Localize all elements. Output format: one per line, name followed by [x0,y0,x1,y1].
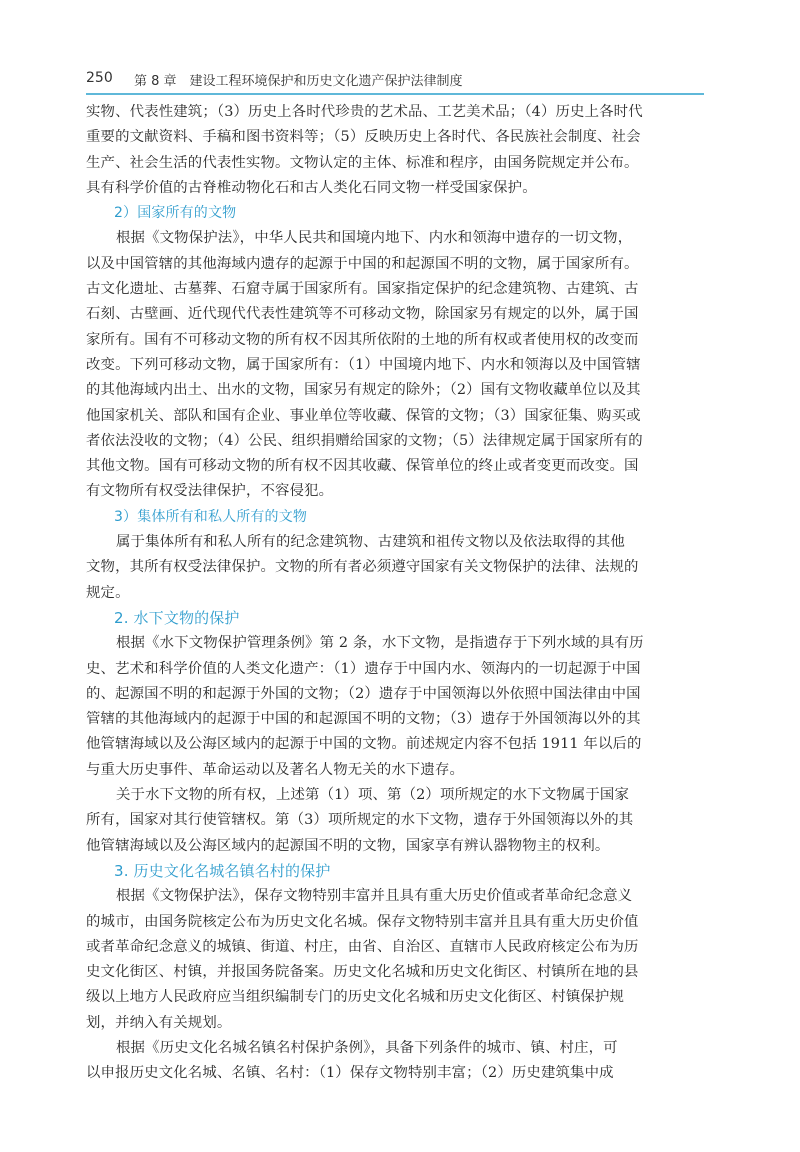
text-line: 家所有。国有不可移动文物的所有权不因其所依附的土地的所有权或者使用权的改变而 [86,331,639,348]
text-line: 属于集体所有和私人所有的纪念建筑物、古建筑和祖传文物以及依法取得的其他 [116,534,625,551]
text-line: 或者革命纪念意义的城镇、街道、村庄，由省、自治区、直辖市人民政府核定公布为历 [86,938,639,955]
text-line: 以申报历史文化名城、名镇、名村：（1）保存文物特别丰富；（2）历史建筑集中成 [86,1065,614,1082]
text-line: 根据《水下文物保护管理条例》第 2 条，水下文物，是指遗存于下列水域的具有历 [116,635,644,652]
text-line: 他管辖海域以及公海区域内的起源国不明的文物，国家享有辨认器物物主的权利。 [86,837,610,854]
text-line: 改变。下列可移动文物，属于国家所有：（1）中国境内地下、内水和领海以及中国管辖 [86,356,641,373]
text-line: 划，并纳入有关规划。 [86,1014,232,1031]
text-line: 他国家机关、部队和国有企业、事业单位等收藏、保管的文物；（3）国家征集、购买或 [86,407,641,424]
text-line: 根据《文物保护法》，保存文物特别丰富并且具有重大历史价值或者革命纪念意义 [116,888,633,905]
text-line: 级以上地方人民政府应当组织编制专门的历史文化名城和历史文化街区、村镇保护规 [86,989,625,1006]
text-line: 文物，其所有权受法律保护。文物的所有者必须遵守国家有关文物保护的法律、法规的 [86,559,639,576]
text-line: 的城市，由国务院核定公布为历史文化名城。保存文物特别丰富并且具有重大历史价值 [86,913,639,930]
header-divider [86,93,704,95]
text-line: 他管辖海域以及公海区域内的起源于中国的文物。前述规定内容不包括 1911 年以后的 [86,736,642,753]
page-number: 250 [86,70,113,86]
text-line: 古文化遗址、古墓葬、石窟寺属于国家所有。国家指定保护的纪念建筑物、古建筑、古 [86,281,639,298]
chapter-title: 第 8 章 建设工程环境保护和历史文化遗产保护法律制度 [134,74,463,89]
text-line: 史、艺术和科学价值的人类文化遗产：（1）遗存于中国内水、领海内的一切起源于中国 [86,660,641,677]
text-line: 实物、代表性建筑；（3）历史上各时代珍贵的艺术品、工艺美术品；（4）历史上各时代 [86,104,643,120]
subsection-heading: 2）国家所有的文物 [114,205,237,222]
text-line: 管辖的其他海域内的起源于中国的和起源国不明的文物；（3）遗存于外国领海以外的其 [86,711,641,728]
text-line: 其他文物。国有可移动文物的所有权不因其收藏、保管单位的终止或者变更而改变。国 [86,458,639,475]
subsection-heading: 3）集体所有和私人所有的文物 [114,508,308,525]
text-line: 具有科学价值的古脊椎动物化石和古人类化石同文物一样受国家保护。 [86,179,537,196]
text-line: 的其他海域内出土、出水的文物，国家另有规定的除外；（2）国有文物收藏单位以及其 [86,382,641,399]
text-line: 根据《文物保护法》，中华人民共和国境内地下、内水和领海中遗存的一切文物， [116,230,633,247]
text-line: 石刻、古壁画、近代现代代表性建筑等不可移动文物，除国家另有规定的以外，属于国 [86,306,639,323]
text-line: 关于水下文物的所有权，上述第（1）项、第（2）项所规定的水下文物属于国家 [116,787,629,804]
text-line: 史文化街区、村镇，并报国务院备案。历史文化名城和历史文化街区、村镇所在地的县 [86,964,639,981]
text-line: 有文物所有权受法律保护，不容侵犯。 [86,483,334,500]
text-line: 者依法没收的文物；（4）公民、组织捐赠给国家的文物；（5）法律规定属于国家所有的 [86,432,643,449]
text-line: 与重大历史事件、革命运动以及著名人物无关的水下遗存。 [86,761,465,778]
text-line: 以及中国管辖的其他海域内遗存的起源于中国的和起源国不明的文物，属于国家所有。 [86,255,639,272]
text-line: 所有，国家对其行使管辖权。第（3）项所规定的水下文物，遗存于外国领海以外的其 [86,812,634,829]
text-line: 规定。 [86,584,130,601]
section-heading: 2. 水下文物的保护 [114,608,240,627]
body-text [86,100,702,1087]
text-line: 重要的文献资料、手稿和图书资料等；（5）反映历史上各时代、各民族社会制度、社会 [86,129,641,146]
text-line: 生产、社会生活的代表性实物。文物认定的主体、标准和程序，由国务院规定并公布。 [86,154,639,171]
text-line: 根据《历史文化名城名镇名村保护条例》，具备下列条件的城市、镇、村庄，可 [116,1039,618,1056]
section-heading: 3. 历史文化名城名镇名村的保护 [114,861,331,880]
text-line: 的、起源国不明的和起源于外国的文物；（2）遗存于中国领海以外依照中国法律由中国 [86,685,641,702]
page-header [86,70,706,94]
